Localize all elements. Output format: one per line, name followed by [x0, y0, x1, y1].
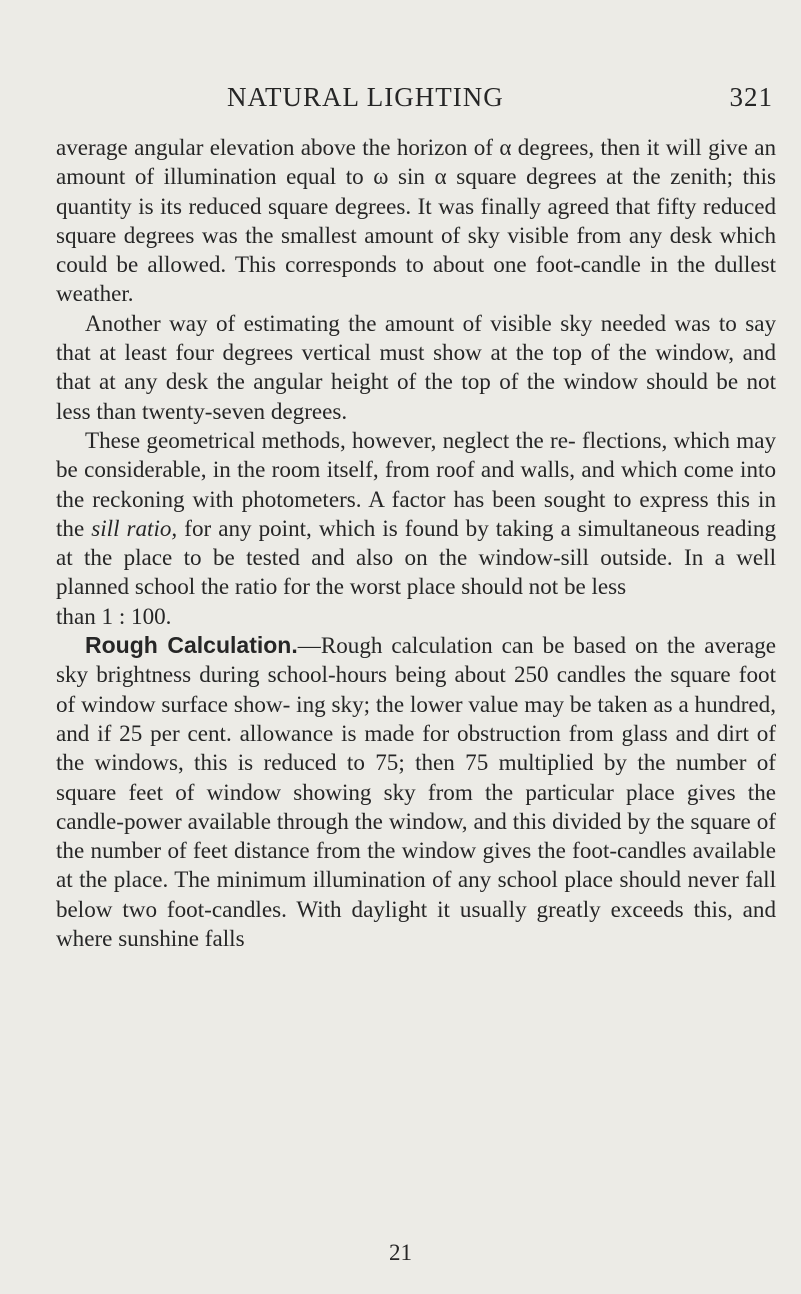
section-heading: Rough Calculation. — [85, 632, 298, 659]
running-head — [0, 82, 801, 122]
paragraph-1: average angular elevation above the horizon of α degrees, then it will give an amount of illumination equal to ω sin α square degrees at the zenith; this quantity is its reduced square degrees. It was finally agreed that fifty reduced square degrees was the smallest amount of sky visible from any desk which could be allowed. This corresponds to about one foot-candle in the dullest weather. — [56, 134, 776, 307]
body-text — [56, 133, 776, 953]
sill-ratio-term: sill ratio, — [91, 514, 178, 541]
paragraph-3 — [56, 426, 776, 602]
paragraph-2: Another way of estimating the amount of visible sky needed was to say that at least four degrees vertical must show at the top of the window, and that at any desk the angular height of the top of the window should be not less than twenty-seven degrees. — [56, 309, 776, 424]
paragraph-4 — [56, 631, 776, 953]
signature-mark: 21 — [389, 1240, 412, 1265]
running-title: NATURAL LIGHTING — [227, 82, 504, 112]
paragraph-4-text: —Rough calculation can be based on the average sky brightness during school-hours being about 250 candles the square foot of window surface show- ing sky; the lower value may be taken as a hundred, and if 25 per cent. allowance is made for obstruction from glass and dirt of the windows, this is reduced to 75; then 75 multiplied by the number of square feet of window showing sky from the particular place gives the candle-power available through the window, and this divided by the square of the number of feet distance from the window gives the foot-candles available at the place. The minimum illumination of any school place should never fall below two foot-candles. With daylight it usually greatly exceeds this, and where sunshine falls — [56, 632, 776, 952]
paragraph-3-text: These geometrical methods, however, neglect the re- flections, which may be considerable, in the room itself, from roof and walls, and which come into the reckoning with photometers. A factor has been sought to express this in the — [56, 426, 776, 541]
paragraph-3-ratio: than 1 : 100. — [56, 602, 172, 629]
paragraph-3-continuation: for any point, which is found by taking a simultaneous reading at the place to be tested and also on the window-sill outside. In a well planned school the ratio for the worst place should not be less — [56, 514, 776, 600]
page-number: 321 — [729, 82, 773, 112]
